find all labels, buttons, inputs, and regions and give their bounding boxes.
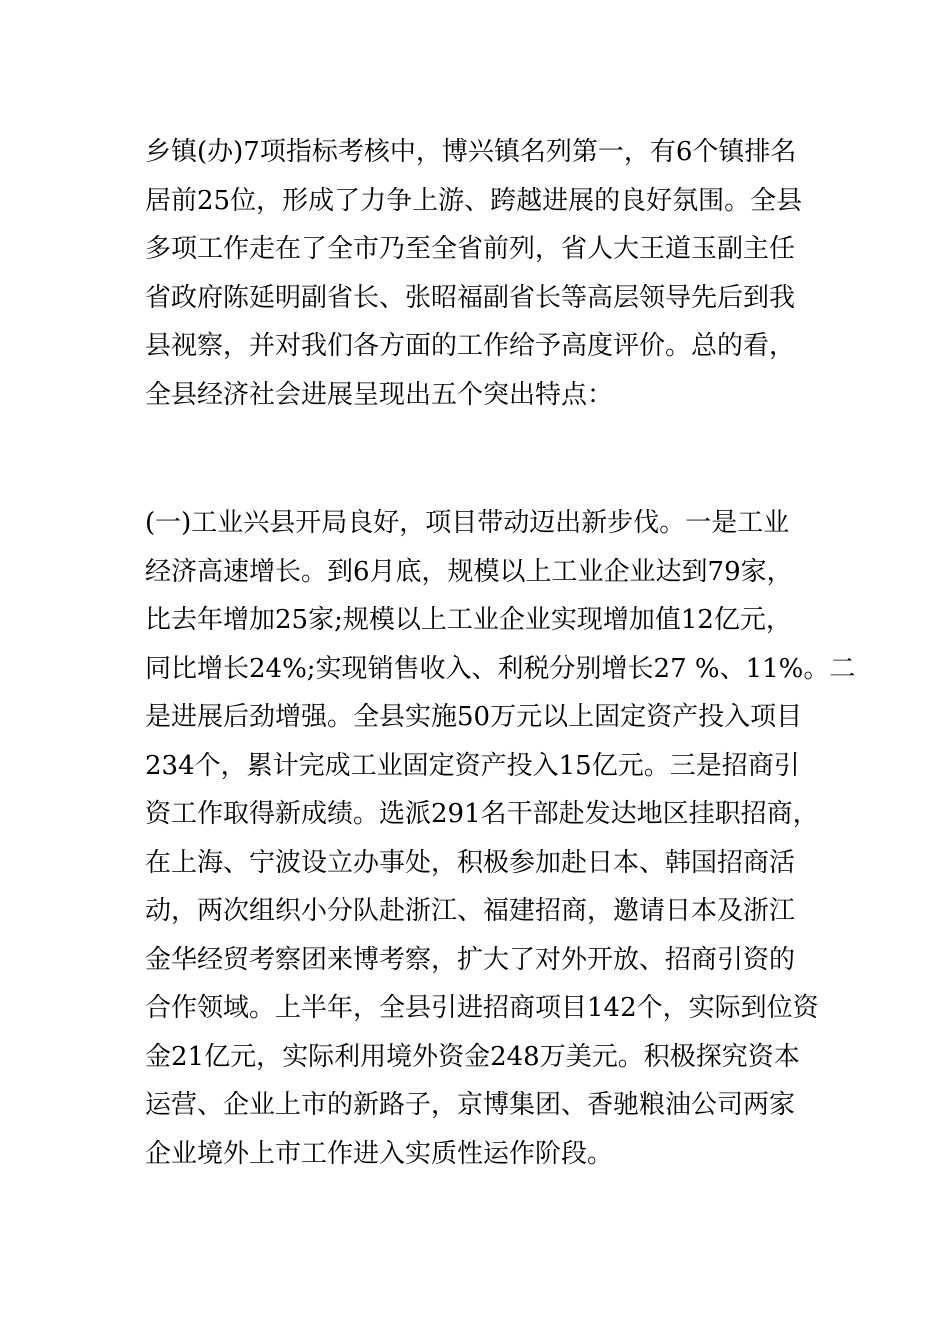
text-line: 合作领域。上半年，全县引进招商项目142个，实际到位资 (145, 993, 819, 1023)
text-line: 运营、企业上市的新路子，京博集团、香驰粮油公司两家 (145, 1090, 796, 1120)
text-line: (一)工业兴县开局良好，项目带动迈出新步伐。一是工业 (145, 508, 790, 538)
document-body (145, 128, 856, 1178)
text-line: 比去年增加25家;规模以上工业企业实现增加值12亿元， (145, 605, 792, 635)
text-line: 企业境外上市工作进入实质性运作阶段。 (145, 1138, 614, 1169)
text-line: 234个，累计完成工业固定资产投入15亿元。三是招商引 (145, 750, 800, 781)
paragraph-summary (145, 128, 815, 419)
text-line: 居前25位，形成了力争上游、跨越进展的良好氛围。全县 (145, 185, 803, 216)
text-line: 是进展后劲增强。全县实施50万元以上固定资产投入项目 (145, 702, 803, 732)
paragraph-spacer (145, 419, 815, 499)
paragraph-industry (145, 499, 856, 1178)
text-line: 金21亿元，实际利用境外资金248万美元。积极探究资本 (145, 1041, 800, 1072)
text-line: 县视察，并对我们各方面的工作给予高度评价。总的看， (145, 331, 796, 361)
text-line: 经济高速增长。到6月底，规模以上工业企业达到79家， (145, 556, 793, 587)
text-line: 在上海、宁波设立办事处，积极参加赴日本、韩国招商活 (145, 847, 796, 878)
text-line: 省政府陈延明副省长、张昭福副省长等高层领导先后到我 (145, 282, 796, 313)
text-line: 动，两次组织小分队赴浙江、福建招商，邀请日本及浙江 (145, 896, 796, 926)
text-line: 同比增长24%;实现销售收入、利税分别增长27 %、11%。二 (145, 653, 856, 684)
text-line: 资工作取得新成绩。选派291名干部赴发达地区挂职招商， (145, 799, 819, 829)
text-line: 乡镇(办)7项指标考核中，博兴镇名列第一，有6个镇排名 (145, 137, 797, 167)
text-line: 金华经贸考察团来博考察，扩大了对外开放、招商引资的 (145, 944, 796, 975)
text-line: 全县经济社会进展呈现出五个突出特点： (145, 379, 614, 410)
text-line: 多项工作走在了全市乃至全省前列，省人大王道玉副主任 (145, 234, 796, 264)
